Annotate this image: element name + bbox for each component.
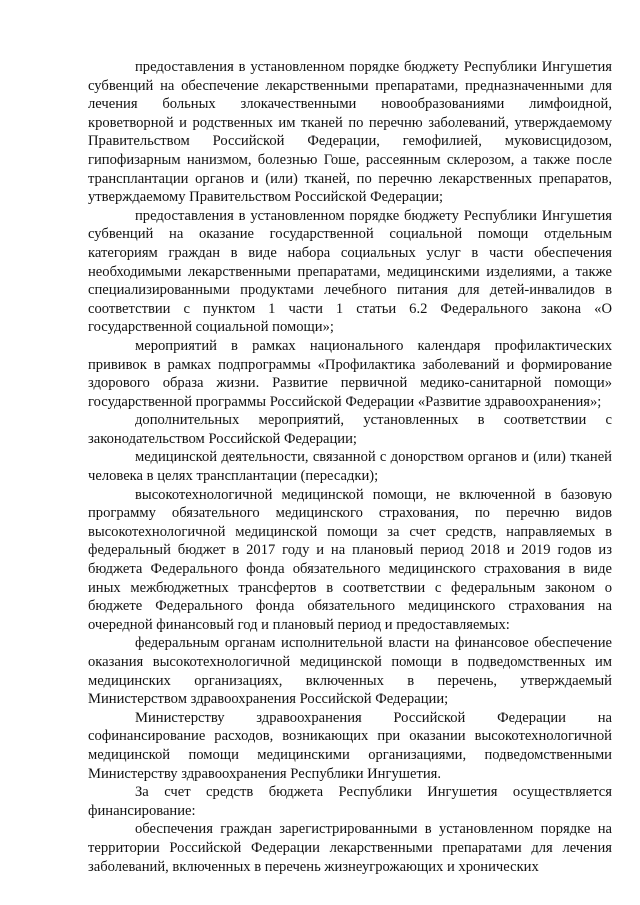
paragraph-2: предоставления в установленном порядке бюджету Республики Ингушетия субвенций на оказание государственной социальной помощи отдельным категориям граждан в виде набора социальных услуг в части обеспечения необходимыми лекарственными препаратами, медицинскими изделиями, а также специализированными продуктами лечебного питания для детей-инвалидов в соответствии с пунктом 1 части 1 статьи 6.2 Федерального закона «О государственной социальной помощи»; xyxy=(88,207,612,336)
paragraph-9: За счет средств бюджета Республики Ингушетия осуществляется финансирование: xyxy=(88,784,612,819)
paragraph-5: медицинской деятельности, связанной с донорством органов и (или) тканей человека в целях трансплантации (пересадки); xyxy=(88,449,612,485)
paragraph-3: мероприятий в рамках национального календаря профилактических прививок в рамках подпрограммы «Профилактика заболеваний и формирование здорового образа жизни. Развитие первичной медико-санитарной помощи» государственной программы Российской Федерации «Развитие здравоохранения»; xyxy=(88,337,612,410)
paragraph-8: Министерству здравоохранения Российской Федерации на софинансирование расходов, возникающих при оказании высокотехнологичной медицинской помощи медицинскими организациями, подведомственными Министерству здравоохранения Республики Ингушетия. xyxy=(88,709,612,782)
paragraph-7: федеральным органам исполнительной власти на финансовое обеспечение оказания высокотехнологичной медицинской помощи в подведомственных им медицинских организациях, включенных в перечень, утверждаемый Министерством здравоохранения Российской Федерации; xyxy=(88,635,612,708)
paragraph-10: обеспечения граждан зарегистрированными в установленном порядке на территории Российской Федерации лекарственными препаратами для лечения заболеваний, включенных в перечень жизнеугрожающих и хронических xyxy=(88,821,612,875)
paragraph-1: предоставления в установленном порядке бюджету Республики Ингушетия субвенций на обеспечение лекарственными препаратами, предназначенными для лечения больных злокачественными новообразованиями лимфоидной, кроветворной и родственных им тканей по перечню заболеваний, утверждаемому Правительством Российской Федерации, гемофилией, муковисцидозом, гипофизарным нанизмом, болезнью Гоше, рассеянным склерозом, а также после трансплантации органов и (или) тканей, по перечню лекарственных препаратов, утверждаемому Правительством Российской Федерации; xyxy=(88,59,612,206)
paragraph-4: дополнительных мероприятий, установленных в соответствии с законодательством Российской Федерации; xyxy=(88,412,612,447)
paragraph-6: высокотехнологичной медицинской помощи, не включенной в базовую программу обязательного медицинского страхования, по перечню видов высокотехнологичной медицинской помощи за счет средств, направляемых в федеральный бюджет в 2017 году и на плановый период 2018 и 2019 годов из бюджета Федерального фонда обязательного медицинского страхования в виде иных межбюджетных трансфертов в соответствии с федеральным законом о бюджете Федерального фонда обязательного медицинского страхования на очередной финансовый год и плановый период и предоставляемых: xyxy=(88,486,612,633)
document-page xyxy=(88,58,612,876)
